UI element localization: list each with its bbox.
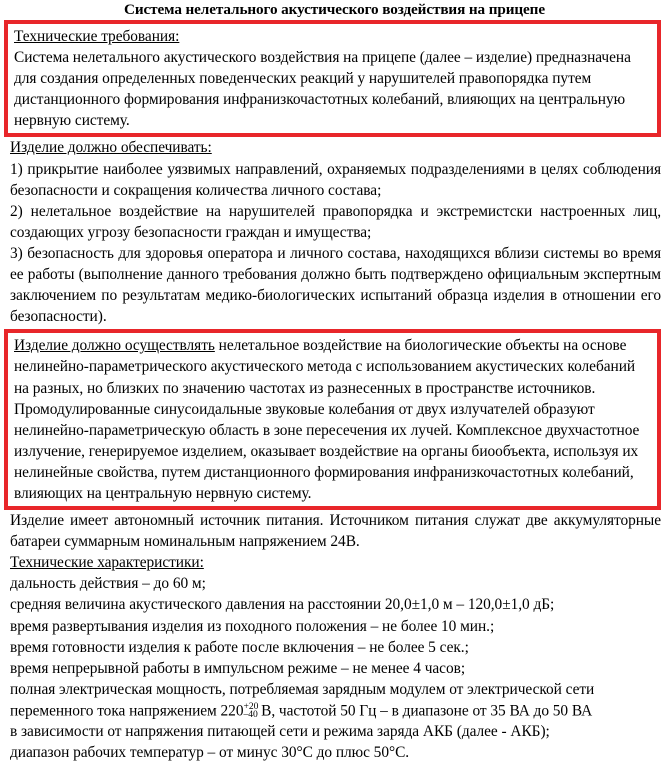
must-provide-section: [0, 137, 669, 327]
spec-item-power-line3: в зависимости от напряжения питающей сети и режима заряда АКБ (далее - АКБ);: [10, 723, 550, 741]
power-source-paragraph: Изделие имеет автономный источник питания. Источником питания служат две аккумуляторные батареи суммарным номинальным напряжением 24В.: [10, 512, 661, 551]
document-page: [0, 1, 669, 762]
spec-item-ready-time: время готовности изделия к работе после включения – не более 5 сек.;: [10, 638, 469, 656]
spec-item-range: дальность действия – до 60 м;: [10, 575, 206, 593]
tech-characteristics-heading: [10, 552, 661, 573]
tech-requirements-heading: [14, 26, 652, 47]
must-provide-item-1: 1) прикрытие наиболее уязвимых направлений, охраняемых подразделениями в целях соблюдения безопасности и сокращения количества личного состава;: [10, 160, 661, 199]
power-voltage-prefix: переменного тока напряжением 220: [10, 702, 244, 720]
voltage-tolerance-upper: +20: [243, 700, 259, 712]
spec-item-deploy-time: время развертывания изделия из походного положения – не более 10 мин.;: [10, 617, 495, 635]
tech-requirements-body: Система нелетального акустического воздействия на прицепе (далее – изделие) предназначена для создания определенных поведенческих реакций у нарушителей правопорядка путем дистанционного формирования инфранизкочастотных колебаний, влияющих на центральную нервную систему.: [14, 49, 631, 130]
must-provide-item-3: 3) безопасность для здоровья оператора и личного состава, находящихся вблизи системы во время ее работы (выполнение данного требования должно быть подтверждено официальным экспертным заключением по результатам медико-биологических испытаний образца изделия в отношении его безопасности).: [10, 244, 661, 326]
spec-item-temperature: диапазон рабочих температур – от минус 30°C до плюс 50°C.: [10, 744, 410, 762]
must-provide-heading: [10, 137, 661, 158]
voltage-tolerance-lower: –40: [243, 709, 258, 721]
highlight-box-tech-requirements: [4, 20, 661, 137]
must-provide-heading-text: Изделие должно обеспечивать:: [10, 139, 212, 157]
must-perform-paragraph: [14, 335, 652, 504]
tech-requirements-heading-text: Технические требования:: [14, 28, 180, 45]
specs-section: [0, 510, 669, 764]
page-title: Система нелетального акустического воздействия на прицепе: [124, 1, 545, 18]
spec-item-power-line2: [10, 700, 661, 721]
tech-characteristics-heading-text: Технические характеристики:: [10, 554, 204, 572]
must-perform-heading-text: Изделие должно осуществлять: [14, 337, 215, 355]
power-voltage-suffix: В, частотой 50 Гц – в диапазоне от 35 ВА до 50 ВА: [257, 702, 593, 720]
spec-item-pressure: средняя величина акустического давления на расстоянии 20,0±1,0 м – 120,0±1,0 дБ;: [10, 596, 555, 614]
highlight-box-must-perform: [4, 329, 661, 510]
spec-item-continuous-time: время непрерывной работы в импульсном режиме – не менее 4 часов;: [10, 659, 466, 677]
must-provide-item-2: 2) нелетальное воздействие на нарушителей правопорядка и экстремистски настроенных лиц, создающих угрозу безопасности граждан и имущества;: [10, 202, 661, 241]
must-perform-body-text: нелетальное воздействие на биологические объекты на основе нелинейно-параметрического акустического метода с использованием акустических колебаний на разных, но близких по значению частотах из разнесенных в пространстве источников. Промодулированные синусоидальные звуковые колебания от двух излучателей образуют нелинейно-параметрическую область в зоне пересечения их лучей. Комплексное двухчастотное излучение, генерируемое изделием, оказывает воздействие на органы биообъекта, используя их нелинейные свойства, путем дистанционного формирования инфранизкочастотных колебаний, влияющих на центральную нервную систему.: [14, 337, 640, 502]
voltage-tolerance-stack: [243, 700, 259, 721]
spec-item-power-line1: полная электрическая мощность, потребляемая зарядным модулем от электрической сети: [10, 680, 595, 698]
